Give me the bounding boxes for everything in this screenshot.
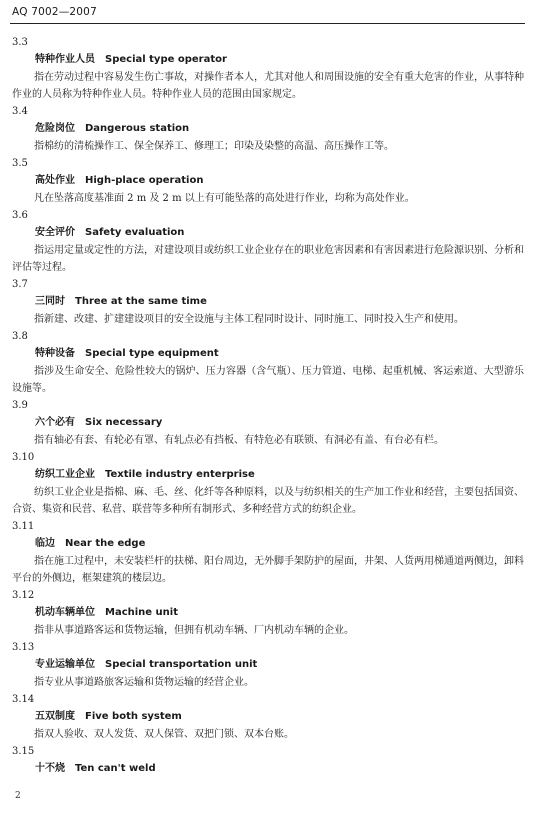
clause-list xyxy=(12,34,524,778)
term-chinese: 纺织工业企业 xyxy=(35,469,95,480)
term-heading xyxy=(35,414,524,432)
term-entry xyxy=(12,276,524,328)
term-english: Special transportation unit xyxy=(105,659,258,670)
term-entry xyxy=(12,397,524,449)
clause-number: 3.5 xyxy=(12,158,28,169)
term-english: Near the edge xyxy=(65,538,146,549)
term-entry xyxy=(12,639,524,691)
term-definition: 指新建、改建、扩建建设项目的安全设施与主体工程同时设计、同时施工、同时投入生产和使用。 xyxy=(34,314,464,325)
term-chinese: 特种作业人员 xyxy=(35,54,95,65)
term-heading xyxy=(35,172,524,190)
term-english: Ten can't weld xyxy=(75,763,156,774)
term-english: Safety evaluation xyxy=(85,227,185,238)
term-english: Textile industry enterprise xyxy=(105,469,255,480)
term-entry xyxy=(12,103,524,155)
clause-number: 3.4 xyxy=(12,106,28,117)
term-definition: 指专业从事道路旅客运输和货物运输的经营企业。 xyxy=(34,677,254,688)
term-entry xyxy=(12,34,524,103)
term-english: Five both system xyxy=(85,711,182,722)
term-heading xyxy=(35,51,524,69)
term-entry xyxy=(12,691,524,743)
clause-number: 3.15 xyxy=(12,746,35,757)
clause-number: 3.3 xyxy=(12,37,28,48)
term-heading xyxy=(35,760,524,778)
term-chinese: 专业运输单位 xyxy=(35,659,95,670)
clause-number: 3.10 xyxy=(12,452,35,463)
term-chinese: 特种设备 xyxy=(35,348,75,359)
term-chinese: 六个必有 xyxy=(35,417,75,428)
page-number: 2 xyxy=(15,791,21,801)
term-definition: 指非从事道路客运和货物运输，但拥有机动车辆、厂内机动车辆的企业。 xyxy=(34,625,354,636)
term-entry xyxy=(12,155,524,207)
term-definition: 指在劳动过程中容易发生伤亡事故，对操作者本人，尤其对他人和周围设施的安全有重大危害的作业，从事特种作业的人员称为特种作业人员。特种作业人员的范围由国家规定。 xyxy=(12,72,524,100)
clause-number: 3.9 xyxy=(12,400,28,411)
clause-number: 3.7 xyxy=(12,279,28,290)
clause-number: 3.14 xyxy=(12,694,35,705)
term-entry xyxy=(12,587,524,639)
term-chinese: 十不烧 xyxy=(35,763,65,774)
term-english: Six necessary xyxy=(85,417,163,428)
term-chinese: 高处作业 xyxy=(35,175,75,186)
term-chinese: 危险岗位 xyxy=(35,123,75,134)
term-chinese: 机动车辆单位 xyxy=(35,607,95,618)
term-heading xyxy=(35,535,524,553)
term-entry xyxy=(12,743,524,778)
term-definition: 指涉及生命安全、危险性较大的锅炉、压力容器（含气瓶）、压力管道、电梯、起重机械、客运索道、大型游乐设施等。 xyxy=(12,366,524,394)
term-heading xyxy=(35,604,524,622)
clause-number: 3.8 xyxy=(12,331,28,342)
term-chinese: 五双制度 xyxy=(35,711,75,722)
clause-number: 3.6 xyxy=(12,210,28,221)
term-heading xyxy=(35,345,524,363)
term-chinese: 安全评价 xyxy=(35,227,75,238)
term-definition: 指有轴必有套、有轮必有罩、有轧点必有挡板、有特危必有联锁、有洞必有盖、有台必有栏。 xyxy=(34,435,444,446)
term-entry xyxy=(12,518,524,587)
term-definition: 指双人验收、双人发货、双人保管、双把门锁、双本台账。 xyxy=(34,729,294,740)
term-english: Dangerous station xyxy=(85,123,190,134)
term-heading xyxy=(35,120,524,138)
clause-number: 3.11 xyxy=(12,521,35,532)
term-entry xyxy=(12,449,524,518)
term-heading xyxy=(35,224,524,242)
standard-code: AQ 7002—2007 xyxy=(12,6,97,18)
header-divider xyxy=(10,23,525,24)
term-entry xyxy=(12,328,524,397)
term-heading xyxy=(35,656,524,674)
term-definition: 指在施工过程中，未安装栏杆的扶梯、阳台周边，无外脚手架防护的屋面，井架、人货两用梯通道两侧边，卸料平台的外侧边，框架建筑的楼层边。 xyxy=(12,556,524,584)
term-english: Special type operator xyxy=(105,54,227,65)
term-entry xyxy=(12,207,524,276)
term-heading xyxy=(35,708,524,726)
term-definition: 凡在坠落高度基准面 2 m 及 2 m 以上有可能坠落的高处进行作业，均称为高处作业。 xyxy=(34,193,415,204)
clause-number: 3.13 xyxy=(12,642,35,653)
term-chinese: 三同时 xyxy=(35,296,65,307)
term-heading xyxy=(35,293,524,311)
clause-number: 3.12 xyxy=(12,590,35,601)
term-definition: 指运用定量或定性的方法，对建设项目或纺织工业企业存在的职业危害因素和有害因素进行危险源识别、分析和评估等过程。 xyxy=(12,245,524,273)
term-english: High-place operation xyxy=(85,175,204,186)
term-heading xyxy=(35,466,524,484)
term-english: Machine unit xyxy=(105,607,179,618)
term-english: Three at the same time xyxy=(75,296,207,307)
term-definition: 指棉纺的清梳操作工、保全保养工、修理工；印染及染整的高温、高压操作工等。 xyxy=(34,141,394,152)
term-definition: 纺织工业企业是指棉、麻、毛、丝、化纤等各种原料，以及与纺织相关的生产加工作业和经营，主要包括国资、合资、集资和民营、私营、联营等多种所有制形式、多种经营方式的纺织企业。 xyxy=(12,487,524,515)
term-english: Special type equipment xyxy=(85,348,219,359)
term-chinese: 临边 xyxy=(35,538,55,549)
